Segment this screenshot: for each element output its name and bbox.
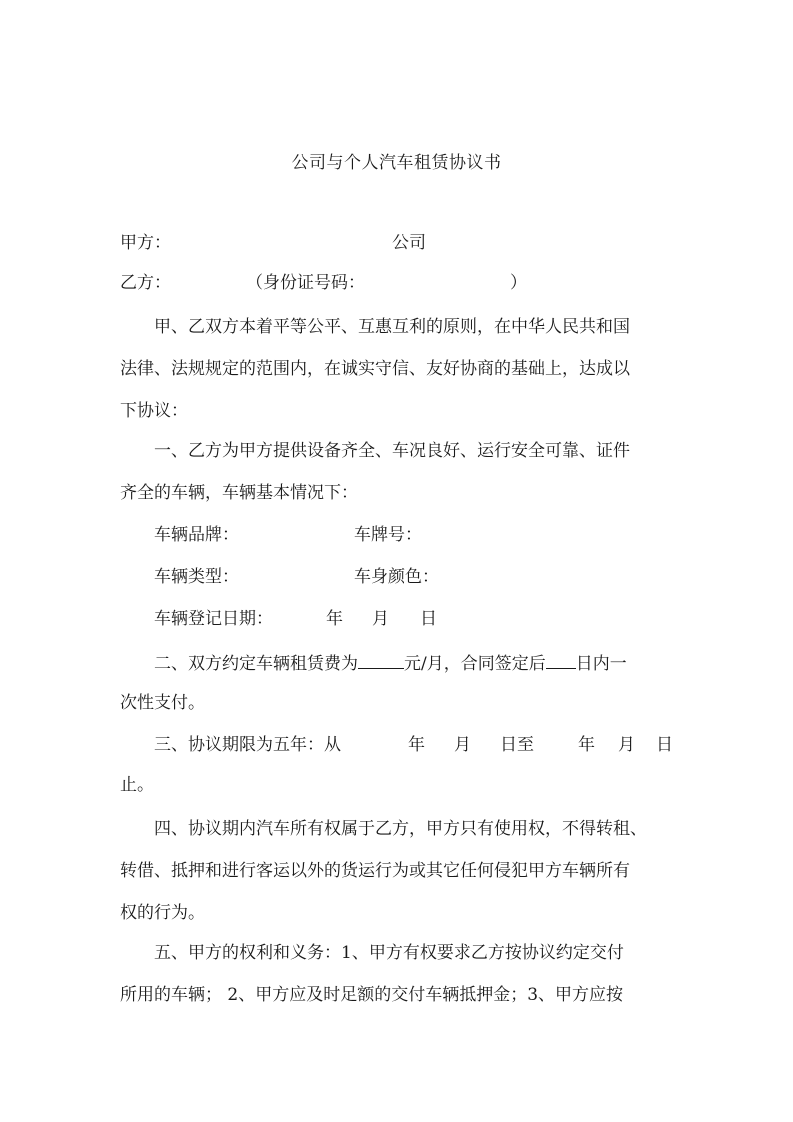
clause2-line-1	[154, 648, 680, 674]
vehicle-plate-label: 车牌号：	[354, 525, 422, 545]
clause2-line-2: 次性支付。	[120, 693, 205, 713]
clause3-year1: 年	[408, 735, 425, 755]
clause3-day-to: 日至	[500, 735, 534, 755]
vehicle-reg-day: 日	[420, 609, 437, 629]
party-b-id-open: （身份证号码：	[246, 273, 365, 293]
vehicle-color-label: 车身颜色：	[354, 567, 439, 587]
clause4-line-1: 四、协议期内汽车所有权属于乙方，甲方只有使用权，不得转租、	[154, 819, 647, 839]
clause5-line-2: 所用的车辆； 2、甲方应及时足额的交付车辆抵押金；3、甲方应按	[120, 985, 624, 1005]
vehicle-reg-label: 车辆登记日期：	[154, 609, 273, 629]
clause3-line-1	[154, 732, 680, 758]
document-title: 公司与个人汽车租赁协议书	[291, 153, 502, 173]
clause4-line-3: 权的行为。	[120, 903, 205, 923]
clause2-part1: 二、双方约定车辆租赁费为	[154, 654, 358, 674]
clause2-part2: 元/月，合同签定后	[404, 654, 546, 674]
clause1-line-2: 齐全的车辆，车辆基本情况下：	[120, 483, 358, 503]
vehicle-row-2	[154, 564, 714, 590]
rent-amount-blank	[358, 648, 404, 669]
payment-days-blank	[546, 648, 576, 669]
party-b-line	[120, 270, 680, 296]
intro-line-1: 甲、乙双方本着平等公平、互惠互利的原则，在中华人民共和国	[154, 317, 630, 337]
vehicle-reg-month: 月	[372, 609, 389, 629]
clause3-month2: 月	[618, 735, 635, 755]
clause1-line-1: 一、乙方为甲方提供设备齐全、车况良好、运行安全可靠、证件	[154, 441, 630, 461]
clause4-line-2: 转借、抵押和进行客运以外的货运行为或其它任何侵犯甲方车辆所有	[120, 861, 630, 881]
vehicle-row-1	[154, 522, 714, 548]
clause2-part3: 日内一	[575, 654, 627, 674]
party-a-suffix: 公司	[392, 233, 426, 253]
party-a-label: 甲方：	[120, 233, 171, 253]
intro-line-3: 下协议：	[120, 401, 188, 421]
party-b-id-close: ）	[510, 273, 527, 293]
party-a-line	[120, 230, 680, 256]
clause3-prefix: 三、协议期限为五年：从	[154, 735, 341, 755]
clause3-year2: 年	[578, 735, 595, 755]
clause3-month1: 月	[454, 735, 471, 755]
clause3-line-2: 止。	[120, 775, 154, 795]
vehicle-reg-year: 年	[326, 609, 343, 629]
vehicle-type-label: 车辆类型：	[154, 567, 239, 587]
party-b-label: 乙方：	[120, 273, 171, 293]
clause5-line-1: 五、甲方的权利和义务：1、甲方有权要求乙方按协议约定交付	[154, 943, 624, 963]
clause3-day2: 日	[656, 735, 673, 755]
vehicle-row-3	[154, 606, 714, 632]
vehicle-brand-label: 车辆品牌：	[154, 525, 239, 545]
intro-line-2: 法律、法规规定的范围内，在诚实守信、友好协商的基础上，达成以	[120, 359, 630, 379]
